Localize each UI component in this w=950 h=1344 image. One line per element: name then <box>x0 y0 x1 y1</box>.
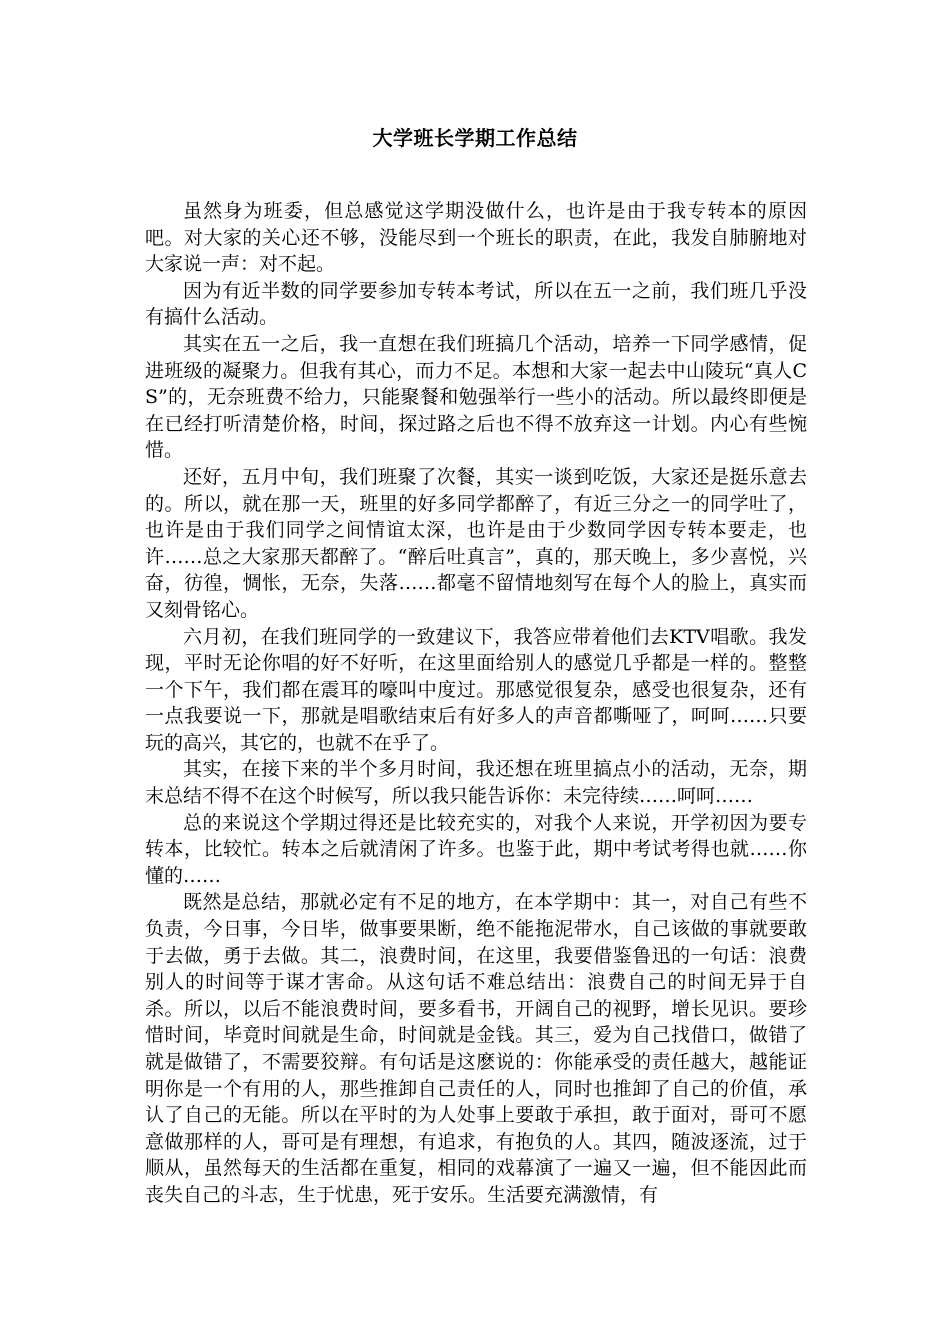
paragraph: 既然是总结，那就必定有不足的地方，在本学期中：其一，对自己有些不负责，今日事，今日毕，做事要果断，绝不能拖泥带水，自己该做的事就要敢于去做，勇于去做。其二，浪费时间，在这里，我要借鉴鲁迅的一句话：浪费别人的时间等于谋才害命。从这句话不难总结出：浪费自己的时间无异于自杀。所以，以后不能浪费时间，要多看书，开阔自己的视野，增长见识。要珍惜时间，毕竟时间就是生命，时间就是金钱。其三，爱为自己找借口，做错了就是做错了，不需要狡辩。有句话是这麽说的：你能承受的责任越大，越能证明你是一个有用的人，那些推卸自己责任的人，同时也推卸了自己的价值，承认了自己的无能。所以在平时的为人处事上要敢于承担，敢于面对，哥可不愿意做那样的人，哥可是有理想，有追求，有抱负的人。其四，随波逐流，过于顺从，虽然每天的生活都在重复，相同的戏幕演了一遍又一遍，但不能因此而丧失自己的斗志，生于忧患，死于安乐。生活要充满激情，有 <box>145 891 807 1206</box>
paragraph: 因为有近半数的同学要参加专转本考试，所以在五一之前，我们班几乎没有搞什么活动。 <box>145 279 807 329</box>
paragraph: 总的来说这个学期过得还是比较充实的，对我个人来说，开学初因为要专转本，比较忙。转本之后就清闲了许多。也鉴于此，期中考试考得也就……你懂的…… <box>145 811 807 887</box>
paragraph: 其实在五一之后，我一直想在我们班搞几个活动，培养一下同学感情，促进班级的凝聚力。但我有其心，而力不足。本想和大家一起去中山陵玩“真人CS”的，无奈班费不给力，只能聚餐和勉强举行一些小的活动。所以最终即便是在已经打听清楚价格，时间，探过路之后也不得不放弃这一计划。内心有些惋惜。 <box>145 332 807 462</box>
document-title: 大学班长学期工作总结 <box>372 126 578 150</box>
paragraph: 虽然身为班委，但总感觉这学期没做什么，也许是由于我专转本的原因吧。对大家的关心还不够，没能尽到一个班长的职责，在此，我发自肺腑地对大家说一声：对不起。 <box>145 200 807 276</box>
paragraph: 其实，在接下来的半个多月时间，我还想在班里搞点小的活动，无奈，期末总结不得不在这个时候写，所以我只能告诉你：未完待续……呵呵…… <box>145 758 807 808</box>
paragraph: 还好，五月中旬，我们班聚了次餐，其实一谈到吃饭，大家还是挺乐意去的。所以，就在那一天，班里的好多同学都醉了，有近三分之一的同学吐了，也许是由于我们同学之间情谊太深，也许是由于少数同学因专转本要走，也许……总之大家那天都醉了。“醉后吐真言”，真的，那天晚上，多少喜悦，兴奋，彷徨，惆怅，无奈，失落……都毫不留情地刻写在每个人的脸上，真实而又刻骨铭心。 <box>145 465 807 621</box>
paragraph: 六月初，在我们班同学的一致建议下，我答应带着他们去KTV唱歌。我发现，平时无论你唱的好不好听，在这里面给别人的感觉几乎都是一样的。整整一个下午，我们都在震耳的嚎叫中度过。那感觉很复杂，感受也很复杂，还有一点我要说一下，那就是唱歌结束后有好多人的声音都嘶哑了，呵呵……只要玩的高兴，其它的，也就不在乎了。 <box>145 625 807 754</box>
document-body <box>145 198 807 1209</box>
